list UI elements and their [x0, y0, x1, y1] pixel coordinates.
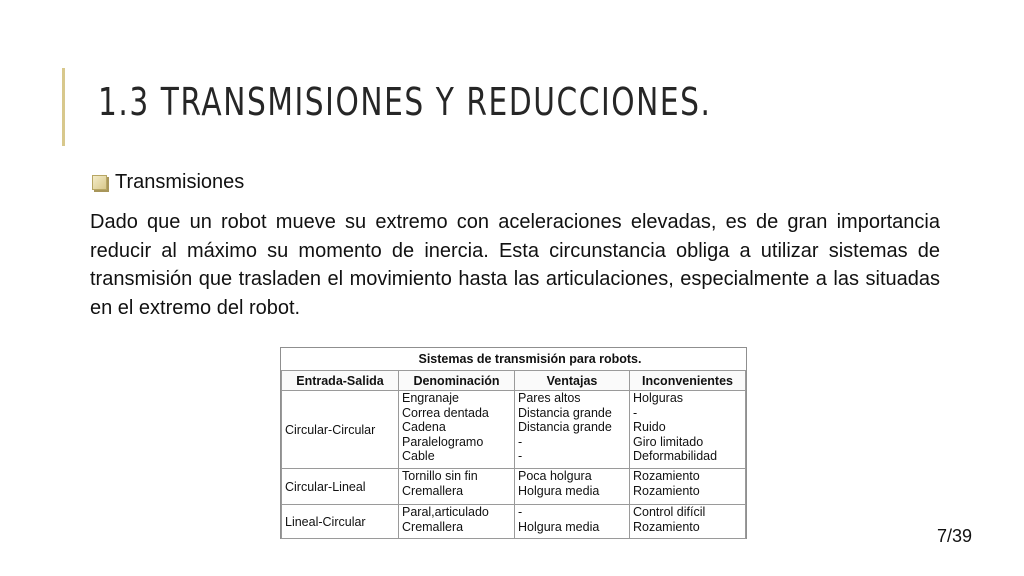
list-item: Deformabilidad: [633, 449, 718, 464]
page-number: 7/39: [936, 526, 972, 546]
list-item: Rozamiento: [633, 483, 700, 498]
list-item: Rozamiento: [633, 519, 700, 534]
table-header-inconvenientes: Inconvenientes: [630, 371, 746, 391]
table-row: [282, 469, 746, 505]
bullet-item: [92, 170, 244, 194]
table-cell-ventajas: [515, 469, 630, 505]
table-cell-ventajas: [515, 391, 630, 469]
title-accent-bar: [62, 68, 65, 146]
slide-title: 1.3 TRANSMISIONES Y REDUCCIONES.: [98, 80, 712, 124]
table-cell-denominacion: [399, 469, 515, 505]
table-caption: Sistemas de transmisión para robots.: [282, 348, 746, 371]
list-item: Giro limitado: [633, 434, 704, 449]
list-item: Cadena: [402, 420, 446, 435]
table-header-ventajas: Ventajas: [515, 371, 630, 391]
list-item: Cremallera: [402, 519, 464, 534]
list-item: Correa dentada: [402, 405, 489, 420]
list-item: Rozamiento: [633, 469, 700, 483]
list-item: Paralelogramo: [402, 434, 484, 449]
table-row: [282, 391, 746, 469]
body-paragraph: Dado que un robot mueve su extremo con aceleraciones elevadas, es de gran importancia reducir al máximo su momento de inercia. Esta circunstancia obliga a utilizar sistemas de transmisión que trasladen el movimiento hasta las articulaciones, especialmente a las situadas en el extremo del robot.: [90, 211, 940, 319]
table-cell-denominacion: [399, 505, 515, 539]
list-item: Ruido: [633, 420, 666, 435]
table-cell-inconvenientes: [630, 391, 746, 469]
list-item: Holguras: [633, 391, 684, 405]
list-item: Tornillo sin fin: [402, 469, 478, 483]
table-cell-entrada: Circular-Lineal: [282, 469, 399, 505]
table-header-denominacion: Denominación: [399, 371, 515, 391]
list-item: Control difícil: [633, 505, 706, 519]
list-item: Holgura media: [518, 519, 600, 534]
list-item: -: [518, 505, 523, 519]
list-item: Distancia grande: [518, 420, 612, 435]
list-item: Engranaje: [402, 391, 459, 405]
list-item: -: [633, 405, 638, 420]
table-header-entrada: Entrada-Salida: [282, 371, 399, 391]
list-item: Holgura media: [518, 483, 600, 498]
list-item: Distancia grande: [518, 405, 612, 420]
transmission-table-image: [280, 347, 747, 539]
list-item: -: [518, 449, 523, 464]
table-cell-entrada: Lineal-Circular: [282, 505, 399, 539]
table-cell-inconvenientes: [630, 505, 746, 539]
list-item: Pares altos: [518, 391, 581, 405]
table-cell-entrada: Circular-Circular: [282, 391, 399, 469]
list-item: Cable: [402, 449, 435, 464]
list-item: Paral,articulado: [402, 505, 489, 519]
transmission-table: [281, 348, 746, 539]
table-cell-ventajas: [515, 505, 630, 539]
square-bullet-icon: [92, 175, 107, 190]
list-item: Cremallera: [402, 483, 464, 498]
table-cell-denominacion: [399, 391, 515, 469]
table-cell-inconvenientes: [630, 469, 746, 505]
list-item: Poca holgura: [518, 469, 592, 483]
list-item: -: [518, 434, 523, 449]
bullet-text: Transmisiones: [115, 170, 245, 193]
table-row: [282, 505, 746, 539]
